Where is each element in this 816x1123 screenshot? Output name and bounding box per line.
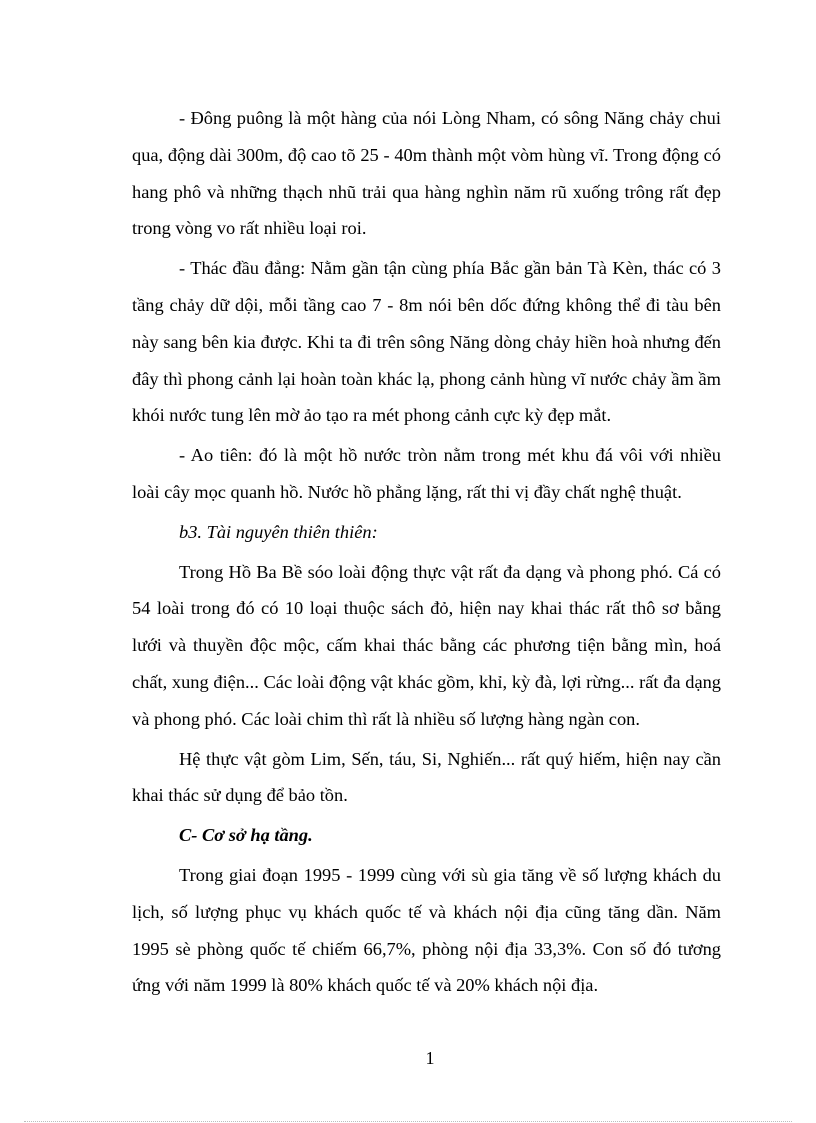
page-bottom-divider: [24, 1121, 792, 1122]
section-heading-c: C- Cơ sở hạ tầng.: [179, 825, 313, 846]
paragraph-dong-puong: - Đông puông là một hàng của nói Lòng Nham, có sông Năng chảy chui qua, động dài 300m, độ cao tõ 25 - 40m thành một vòm hùng vĩ. Trong động có hang phô và những thạch nhũ trải qua hàng nghìn năm rũ xuống trông rất đẹp trong vòng vo rất nhiều loại roi.: [132, 108, 721, 239]
paragraph-thuc-vat: Hệ thực vật gòm Lim, Sến, táu, Si, Nghiến... rất quý hiếm, hiện nay cần khai thác sử dụng để bảo tồn.: [132, 748, 721, 806]
paragraph-ao-tien: - Ao tiên: đó là một hồ nước tròn nằm trong mét khu đá vôi với nhiều loài cây mọc quanh hồ. Nước hồ phẳng lặng, rất thi vị đầy chất nghệ thuật.: [132, 445, 721, 502]
section-heading-b3: b3. Tài nguyên thiên thiên:: [179, 521, 378, 542]
paragraph-thac-dau-dang: - Thác đầu đẳng: Nằm gần tận cùng phía Bắc gần bản Tà Kèn, thác có 3 tầng chảy dữ dội, mỗi tầng cao 7 - 8m nói bên dốc đứng không thể đi tàu bên này sang bên kia được. Khi ta đi trên sông Năng dòng chảy hiền hoà nhưng đến đây thì phong cảnh lại hoàn toàn khác lạ, phong cảnh hùng vĩ nước chảy ầm ầm khói nước tung lên mờ ảo tạo ra mét phong cảnh cực kỳ đẹp mắt.: [132, 258, 721, 426]
page-number: 1: [425, 1048, 435, 1068]
document-body: [132, 100, 721, 1004]
paragraph-co-so-ha-tang: Trong giai đoạn 1995 - 1999 cùng với sù gia tăng về số lượng khách du lịch, số lượng phục vụ khách quốc tế và khách nội địa cũng tăng dần. Năm 1995 sè phòng quốc tế chiếm 66,7%, phòng nội địa 33,3%. Con số đó tương ứng với năm 1999 là 80% khách quốc tế và 20% khách nội địa.: [132, 864, 721, 996]
paragraph-dong-vat: Trong Hồ Ba Bề sóo loài động thực vật rất đa dạng và phong phó. Cá có 54 loài trong đó có 10 loại thuộc sách đỏ, hiện nay khai thác rất thô sơ bằng lưới và thuyền độc mộc, cấm khai thác bằng các phương tiện bằng mìn, hoá chất, xung điện... Các loài động vật khác gồm, khỉ, kỳ đà, lợi rừng... rất đa dạng và phong phó. Các loài chim thì rất là nhiều số lượng hàng ngàn con.: [132, 561, 721, 729]
